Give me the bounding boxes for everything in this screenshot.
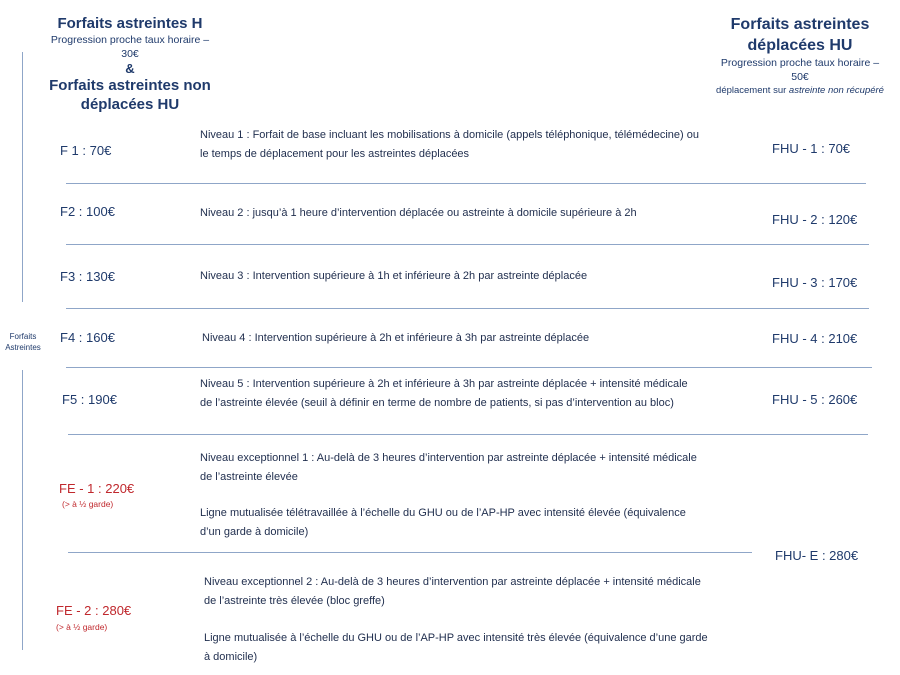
- level-5-line2: de l’astreinte élevée (seuil à définir en terme de nombre de patients, si pas d’intervention au bloc): [200, 397, 674, 409]
- left-header-title2-line2: déplacées HU: [80, 96, 180, 113]
- level-4-line1: Niveau 4 : Intervention supérieure à 2h et inférieure à 3h par astreinte déplacée: [202, 332, 590, 344]
- row-divider-6: [68, 552, 752, 553]
- level-4-description: [202, 329, 747, 348]
- row-divider-1: [66, 183, 866, 184]
- side-label-line2: Astreintes: [5, 343, 41, 352]
- exceptional-1-description: [200, 449, 735, 487]
- right-header-note-italic: astreinte non récupéré: [788, 85, 884, 96]
- exceptional-1-shared-line1: Ligne mutualisée télétravaillée à l’échelle du GHU ou de l’AP-HP avec intensité élevée (équivalence: [200, 507, 686, 519]
- tier-fe2: FE - 2 : 280€: [56, 603, 132, 618]
- level-1-line1: Niveau 1 : Forfait de base incluant les mobilisations à domicile (appels téléphonique, télémédecine) ou: [200, 129, 699, 141]
- right-header-title-line2: déplacées HU: [747, 37, 853, 54]
- level-2-line1: Niveau 2 : jusqu’à 1 heure d’intervention déplacée ou astreinte à domicile supérieure à 2h: [200, 207, 637, 219]
- level-5-line1: Niveau 5 : Intervention supérieure à 2h et inférieure à 3h par astreinte déplacée + intensité médicale: [200, 378, 688, 390]
- exceptional-2-line2: de l’astreinte très élevée (bloc greffe): [204, 595, 385, 607]
- left-header-subtitle-line2: 30€: [121, 48, 139, 60]
- tier-fhu5: FHU - 5 : 260€: [772, 392, 858, 407]
- exceptional-2-shared-line-description: [204, 629, 739, 667]
- exceptional-2-description: [204, 573, 734, 611]
- left-header-title2-line1: Forfaits astreintes non: [49, 77, 211, 94]
- tier-fhu2: FHU - 2 : 120€: [772, 212, 858, 227]
- right-header-title-line1: Forfaits astreintes: [730, 16, 870, 33]
- tier-f2: F2 : 100€: [60, 204, 115, 219]
- level-1-description: [200, 126, 745, 164]
- exceptional-1-line2: de l’astreinte élevée: [200, 471, 298, 483]
- tier-f1: F 1 : 70€: [60, 143, 112, 158]
- tier-f3: F3 : 130€: [60, 269, 115, 284]
- side-line-bottom: [22, 370, 23, 650]
- level-3-description: [200, 267, 745, 286]
- tier-fhue: FHU- E : 280€: [775, 548, 859, 563]
- level-5-description: [200, 375, 745, 413]
- row-divider-5: [68, 434, 868, 435]
- tier-f5: F5 : 190€: [62, 392, 117, 407]
- right-header-note: [700, 84, 900, 98]
- right-header-subtitle-line2: 50€: [791, 71, 809, 83]
- right-header-subtitle-line1: Progression proche taux horaire –: [720, 57, 880, 69]
- tier-fhu3: FHU - 3 : 170€: [772, 275, 858, 290]
- left-header-ampersand: &: [125, 61, 135, 76]
- exceptional-2-shared-line1: Ligne mutualisée à l’échelle du GHU ou de l’AP-HP avec intensité très élevée (équivalence d’une garde: [204, 632, 708, 644]
- level-3-line1: Niveau 3 : Intervention supérieure à 1h et inférieure à 2h par astreinte déplacée: [200, 270, 588, 282]
- right-header: [700, 14, 900, 98]
- left-header: [30, 14, 230, 114]
- left-header-title: Forfaits astreintes H: [57, 15, 203, 32]
- side-label-line1: Forfaits: [9, 332, 37, 341]
- side-label: [0, 331, 46, 353]
- right-header-note-prefix: déplacement sur: [716, 85, 789, 96]
- tier-fhu4: FHU - 4 : 210€: [772, 331, 858, 346]
- left-header-subtitle-line1: Progression proche taux horaire –: [50, 34, 210, 46]
- row-divider-3: [66, 308, 869, 309]
- exceptional-2-line1: Niveau exceptionnel 2 : Au-delà de 3 heures d’intervention par astreinte déplacée + intensité médicale: [204, 576, 701, 588]
- level-1-line2: le temps de déplacement pour les astreintes déplacées: [200, 148, 470, 160]
- tier-fe1: FE - 1 : 220€: [59, 481, 135, 496]
- exceptional-1-shared-line-description: [200, 504, 735, 542]
- row-divider-4: [66, 367, 872, 368]
- row-divider-2: [66, 244, 869, 245]
- tier-fe2-note: (> à ½ garde): [56, 622, 108, 632]
- tier-fe1-note: (> à ½ garde): [62, 499, 114, 509]
- exceptional-1-line1: Niveau exceptionnel 1 : Au-delà de 3 heures d’intervention par astreinte déplacée + intensité médicale: [200, 452, 697, 464]
- tier-fhu1: FHU - 1 : 70€: [772, 141, 851, 156]
- exceptional-2-shared-line2: à domicile): [204, 651, 258, 663]
- exceptional-1-shared-line2: d’un garde à domicile): [200, 526, 309, 538]
- side-line-top: [22, 52, 23, 302]
- tier-f4: F4 : 160€: [60, 330, 115, 345]
- level-2-description: [200, 204, 745, 223]
